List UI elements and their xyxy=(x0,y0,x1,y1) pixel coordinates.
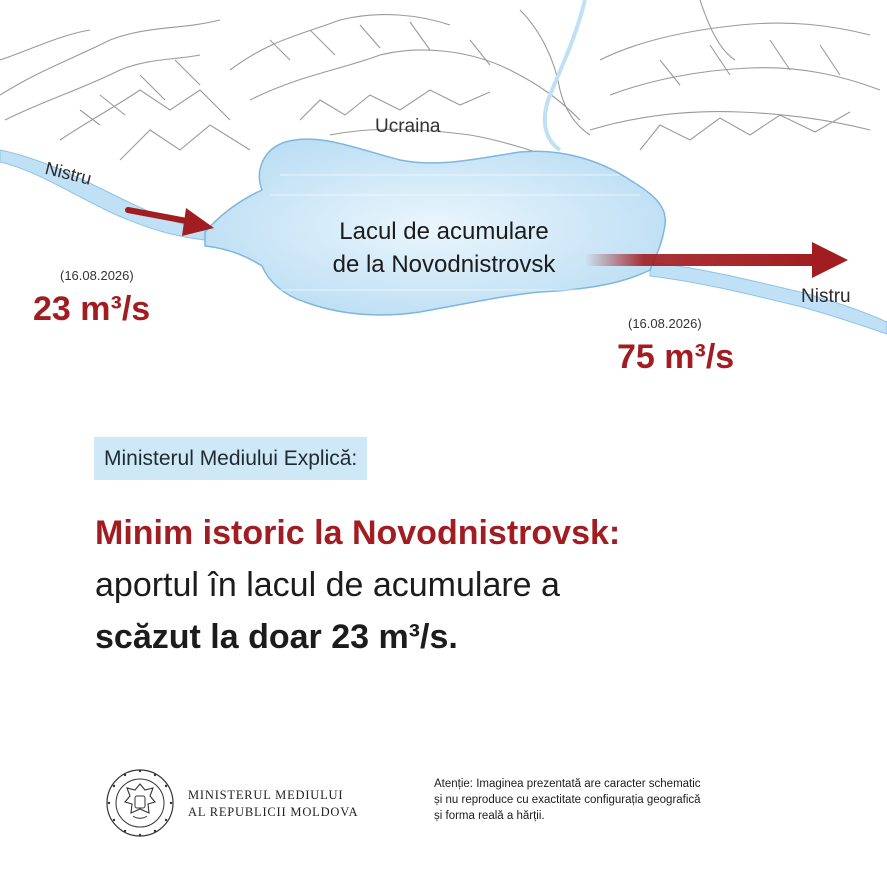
headline-line1: Minim istoric la Novodnistrovsk: xyxy=(95,514,621,552)
headline xyxy=(95,507,855,663)
ministry-name xyxy=(188,787,358,821)
river-label-right: Nistru xyxy=(801,286,851,307)
government-seal-icon xyxy=(105,768,175,843)
section-tag: Ministerul Mediului Explică: xyxy=(94,437,367,480)
schematic-map xyxy=(0,0,887,410)
river-label-left: Nistru xyxy=(43,158,94,189)
country-label: Ucraina xyxy=(375,116,441,137)
disclaimer xyxy=(434,776,794,824)
outflow-value: 75 m³/s xyxy=(617,338,735,376)
map-graphic xyxy=(0,0,887,410)
headline-line3: scăzut la doar 23 m³/s. xyxy=(95,618,458,656)
disclaimer-line1: Atenție: Imaginea prezentată are caracter schematic xyxy=(434,778,701,790)
disclaimer-line2: și nu reproduce cu exactitate configurația geografică xyxy=(434,794,701,806)
ministry-line2: AL REPUBLICII MOLDOVA xyxy=(188,805,359,819)
inflow-value: 23 m³/s xyxy=(33,290,151,328)
headline-line2: aportul în lacul de acumulare a xyxy=(95,566,560,604)
reservoir-label-line2: de la Novodnistrovsk xyxy=(332,251,556,278)
disclaimer-line3: și forma reală a hărții. xyxy=(434,810,545,822)
outflow-date: (16.08.2026) xyxy=(628,316,702,331)
inflow-date: (16.08.2026) xyxy=(60,268,134,283)
reservoir-label-line1: Lacul de acumulare xyxy=(339,218,549,245)
ministry-line1: MINISTERUL MEDIULUI xyxy=(188,788,344,802)
reservoir-label xyxy=(284,215,604,281)
